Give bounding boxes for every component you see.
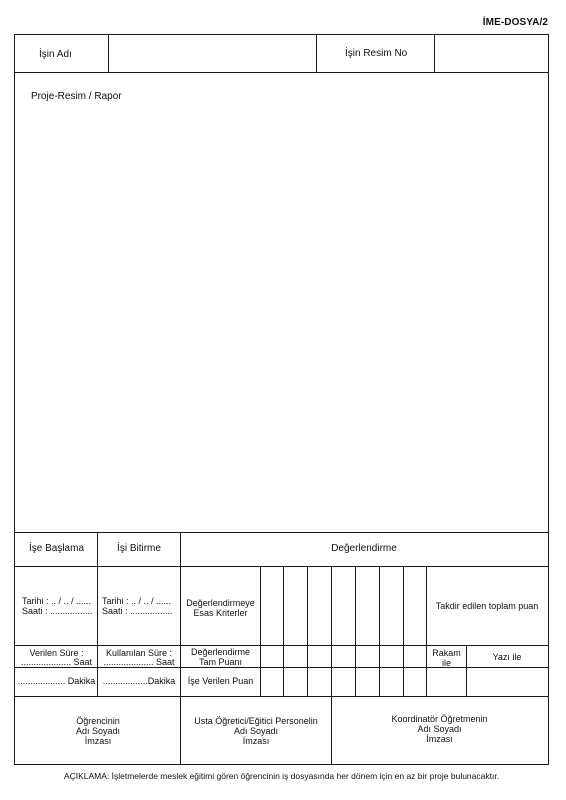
footer-note: AÇIKLAMA: İşletmelerde meslek eğitimi gören öğrencinin iş dosyasında her dönem için en az bir proje bulunacaktır. <box>63 771 500 781</box>
divider <box>15 645 548 646</box>
used-minutes-line[interactable]: ..................Dakika <box>102 676 176 686</box>
used-hours-line[interactable]: .................... Saat <box>103 657 175 667</box>
used-time-label: Kullanılan Süre : <box>105 648 173 658</box>
in-numbers-field[interactable] <box>428 669 465 695</box>
divider <box>15 532 548 533</box>
given-score-label: İşe Verilen Puan <box>187 676 254 686</box>
master-signature-line1: Usta Öğretici/Eğitici Personelin <box>194 716 318 726</box>
divider <box>108 35 109 72</box>
divider <box>379 567 380 696</box>
project-area[interactable] <box>16 110 547 530</box>
in-numbers-label-line2: ile <box>441 658 451 668</box>
start-title: İşe Başlama <box>28 543 85 554</box>
divider <box>283 567 284 696</box>
divider <box>15 696 548 697</box>
given-hours-line[interactable]: .................... Saat <box>20 657 93 667</box>
divider <box>434 35 435 72</box>
coordinator-signature-line2: Adı Soyadı <box>417 724 462 734</box>
divider <box>403 567 404 696</box>
document-code: İME-DOSYA/2 <box>482 17 548 28</box>
master-signature-line3: İmzası <box>242 736 270 746</box>
master-signature-line2: Adı Soyadı <box>233 726 279 736</box>
full-score-label-line2: Tam Puanı <box>198 657 243 667</box>
project-area-label: Proje-Resim / Rapor <box>31 91 122 102</box>
coordinator-signature-line3: İmzası <box>426 734 453 744</box>
start-time-line[interactable]: Saati : ................. <box>22 606 93 616</box>
divider <box>260 567 261 696</box>
drawing-no-label: İşin Resim No <box>345 48 408 59</box>
student-signature-line2: Adı Soyadı <box>75 726 121 736</box>
finish-title: İşi Bitirme <box>117 543 161 554</box>
divider <box>355 567 356 696</box>
in-words-field[interactable] <box>468 669 546 695</box>
divider <box>426 567 427 696</box>
start-date-line[interactable]: Tarihi : .. / .. / ...... <box>22 596 92 606</box>
evaluation-title: Değerlendirme <box>331 543 397 554</box>
student-signature-line3: İmzası <box>84 736 112 746</box>
full-score-label-line1: Değerlendirme <box>190 647 251 657</box>
finish-date-line[interactable]: Tarihi : .. / .. / ...... <box>102 596 172 606</box>
job-name-label: İşin Adı <box>39 49 72 60</box>
divider <box>307 567 308 696</box>
criteria-label-line2: Esas Kriterler <box>193 608 248 618</box>
divider <box>15 667 548 668</box>
in-words-label: Yazı ile <box>492 652 522 662</box>
divider <box>15 72 548 73</box>
total-score-label: Takdir edilen toplam puan <box>435 601 539 611</box>
given-time-label: Verilen Süre : <box>29 648 84 658</box>
given-minutes-line[interactable]: ................... Dakika <box>17 676 96 686</box>
criteria-label-line1: Değerlendirmeye <box>186 598 255 608</box>
divider <box>15 566 548 567</box>
divider <box>97 533 98 696</box>
coordinator-signature-line1: Koordinatör Öğretmenin <box>391 714 488 724</box>
drawing-no-field[interactable] <box>438 50 544 62</box>
in-numbers-label-line1: Rakam <box>432 648 461 658</box>
job-name-field[interactable] <box>112 50 312 62</box>
student-signature-line1: Öğrencinin <box>76 716 120 726</box>
finish-time-line[interactable]: Saati : ................. <box>102 606 173 616</box>
divider <box>316 35 317 72</box>
